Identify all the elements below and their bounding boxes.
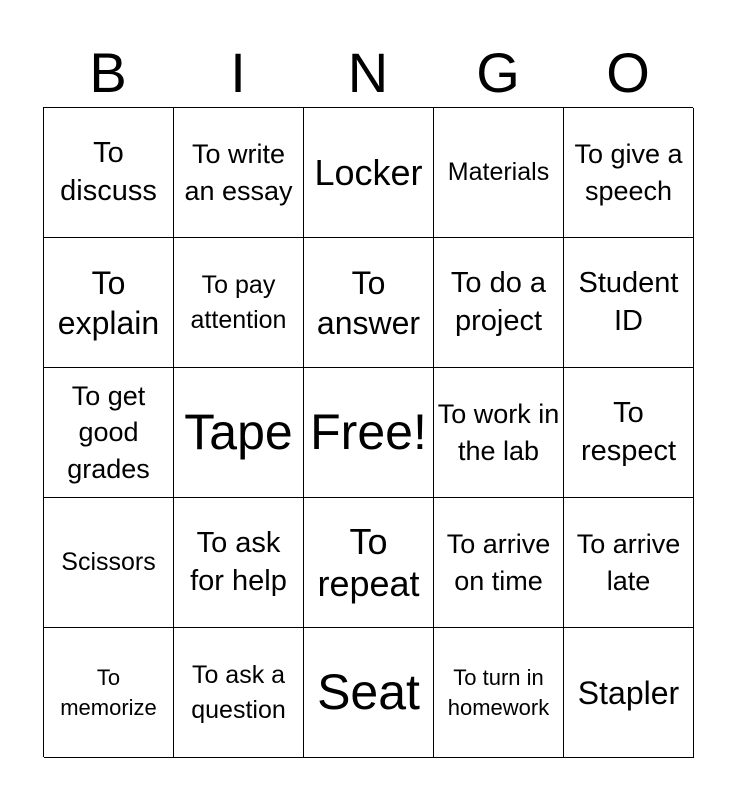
bingo-cell-r4-c2[interactable] bbox=[174, 498, 304, 628]
cell-label: To give a speech bbox=[574, 139, 683, 206]
bingo-cell-r5-c4[interactable] bbox=[434, 628, 564, 758]
cell-label: To turn in homework bbox=[447, 664, 550, 720]
cell-label: To memorize bbox=[60, 664, 157, 720]
cell-label: To ask for help bbox=[190, 526, 287, 597]
bingo-cell-r3-c3[interactable] bbox=[304, 368, 434, 498]
cell-label: Free! bbox=[310, 404, 427, 461]
cell-label: Stapler bbox=[577, 674, 680, 711]
bingo-cell-r5-c2[interactable] bbox=[174, 628, 304, 758]
bingo-cell-r2-c5[interactable] bbox=[564, 238, 694, 368]
bingo-header bbox=[43, 40, 693, 106]
cell-label: To repeat bbox=[317, 521, 420, 604]
bingo-cell-r5-c3[interactable] bbox=[304, 628, 434, 758]
cell-label: To ask a question bbox=[191, 660, 286, 724]
cell-label: To write an essay bbox=[184, 139, 293, 206]
cell-label: To work in the lab bbox=[437, 399, 560, 466]
bingo-cell-r3-c2[interactable] bbox=[174, 368, 304, 498]
cell-label: Locker bbox=[314, 151, 423, 193]
bingo-board bbox=[43, 107, 693, 757]
bingo-cell-r1-c4[interactable] bbox=[434, 108, 564, 238]
bingo-cell-r4-c5[interactable] bbox=[564, 498, 694, 628]
bingo-cell-r5-c1[interactable] bbox=[44, 628, 174, 758]
bingo-cell-r5-c5[interactable] bbox=[564, 628, 694, 758]
bingo-cell-r2-c3[interactable] bbox=[304, 238, 434, 368]
bingo-cell-r4-c3[interactable] bbox=[304, 498, 434, 628]
cell-label: Seat bbox=[317, 664, 420, 721]
bingo-cell-r4-c4[interactable] bbox=[434, 498, 564, 628]
cell-label: Materials bbox=[447, 158, 550, 186]
bingo-cell-r3-c5[interactable] bbox=[564, 368, 694, 498]
bingo-cell-r1-c5[interactable] bbox=[564, 108, 694, 238]
header-letter-b: B bbox=[89, 41, 127, 104]
cell-label: To get good grades bbox=[67, 380, 150, 484]
cell-label: Tape bbox=[184, 404, 293, 461]
header-letter-o: O bbox=[606, 41, 650, 104]
cell-label: Scissors bbox=[61, 548, 156, 576]
cell-label: To discuss bbox=[60, 136, 157, 207]
bingo-cell-r1-c3[interactable] bbox=[304, 108, 434, 238]
cell-label: To do a project bbox=[450, 266, 547, 337]
bingo-cell-r1-c1[interactable] bbox=[44, 108, 174, 238]
cell-label: To explain bbox=[57, 264, 160, 341]
cell-label: To respect bbox=[580, 396, 677, 467]
bingo-cell-r3-c4[interactable] bbox=[434, 368, 564, 498]
bingo-cell-r4-c1[interactable] bbox=[44, 498, 174, 628]
cell-label: Student ID bbox=[578, 266, 679, 337]
bingo-cell-r2-c2[interactable] bbox=[174, 238, 304, 368]
header-letter-i: I bbox=[230, 41, 246, 104]
header-letter-g: G bbox=[476, 41, 520, 104]
cell-label: To pay attention bbox=[190, 270, 287, 334]
bingo-cell-r1-c2[interactable] bbox=[174, 108, 304, 238]
cell-label: To arrive on time bbox=[446, 529, 551, 596]
bingo-cell-r2-c1[interactable] bbox=[44, 238, 174, 368]
cell-label: To arrive late bbox=[576, 529, 681, 596]
header-letter-n: N bbox=[347, 41, 389, 104]
bingo-cell-r2-c4[interactable] bbox=[434, 238, 564, 368]
bingo-cell-r3-c1[interactable] bbox=[44, 368, 174, 498]
cell-label: To answer bbox=[316, 264, 421, 341]
